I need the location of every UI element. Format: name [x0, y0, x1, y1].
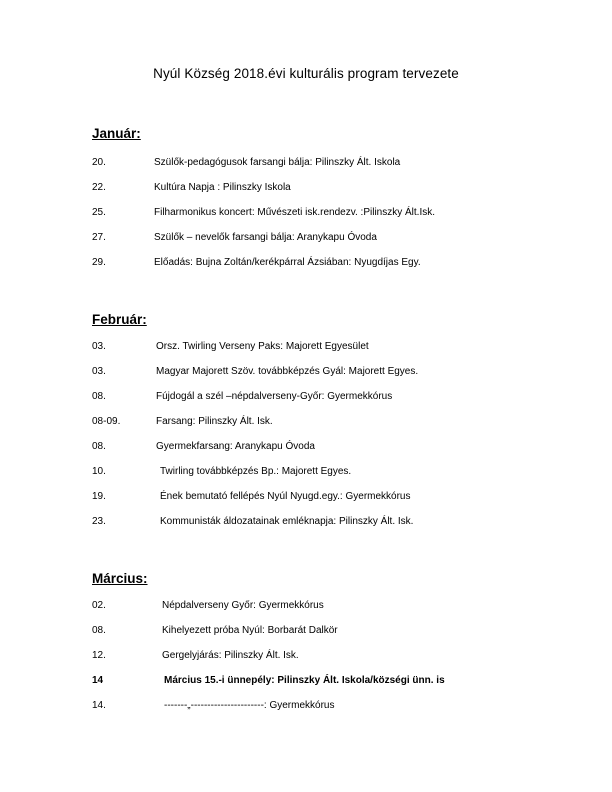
event-row: [92, 341, 552, 357]
event-row: [92, 441, 552, 457]
event-text: -------„----------------------: Gyermekkórus: [164, 700, 335, 711]
event-date: 08.: [92, 441, 106, 452]
event-row: [92, 157, 552, 173]
page-title: Nyúl Község 2018.évi kulturális program tervezete: [153, 66, 459, 81]
event-row: [92, 257, 552, 273]
event-text: Gergelyjárás: Pilinszky Ált. Isk.: [162, 650, 299, 661]
event-date: 08.: [92, 625, 106, 636]
event-date: 14: [92, 675, 104, 686]
event-text: Ének bemutató fellépés Nyúl Nyugd.egy.: Gyermekkórus: [160, 491, 411, 502]
event-text: Twirling továbbképzés Bp.: Majorett Egyes.: [160, 466, 352, 477]
event-date: 10.: [92, 466, 106, 477]
event-date: 27.: [92, 232, 106, 243]
event-row: [92, 232, 552, 248]
event-row: [92, 182, 552, 198]
event-date: 19.: [92, 491, 106, 502]
event-row: [92, 650, 552, 666]
event-text: Kultúra Napja : Pilinszky Iskola: [154, 182, 291, 193]
event-text: Gyermekfarsang: Aranykapu Óvoda: [156, 441, 315, 452]
event-row: [92, 416, 552, 432]
event-text: Szülők-pedagógusok farsangi bálja: Pilinszky Ált. Iskola: [154, 157, 401, 168]
event-date: 14.: [92, 700, 106, 711]
event-row: [92, 366, 552, 382]
event-row: [92, 466, 552, 482]
event-date: 08-09.: [92, 416, 121, 427]
event-date: 08.: [92, 391, 106, 402]
section-heading-march: Március:: [92, 571, 148, 586]
event-date: 02.: [92, 600, 106, 611]
section-heading-january: Január:: [92, 126, 141, 141]
event-date: 03.: [92, 341, 106, 352]
event-row: [92, 600, 552, 616]
event-text: Kommunisták áldozatainak emléknapja: Pilinszky Ált. Isk.: [160, 516, 414, 527]
event-text: Fújdogál a szél –népdalverseny-Győr: Gyermekkórus: [156, 391, 393, 402]
event-date: 20.: [92, 157, 106, 168]
event-date: 29.: [92, 257, 106, 268]
event-date: 03.: [92, 366, 106, 377]
event-text: Filharmonikus koncert: Művészeti isk.rendezv. :Pilinszky Ált.Isk.: [154, 207, 436, 218]
event-row: [92, 207, 552, 223]
event-text: Farsang: Pilinszky Ált. Isk.: [156, 416, 273, 427]
event-text: Magyar Majorett Szöv. továbbképzés Gyál: Majorett Egyes.: [156, 366, 419, 377]
event-date: 22.: [92, 182, 106, 193]
event-text: Szülők – nevelők farsangi bálja: Aranykapu Óvoda: [154, 232, 377, 243]
event-text: Előadás: Bujna Zoltán/kerékpárral Ázsiában: Nyugdíjas Egy.: [154, 257, 421, 268]
event-date: 23.: [92, 516, 106, 527]
section-heading-february: Február:: [92, 312, 147, 327]
event-row: [92, 700, 552, 716]
event-row: [92, 516, 552, 532]
event-text: Népdalverseny Győr: Gyermekkórus: [162, 600, 324, 611]
event-row: [92, 675, 552, 691]
event-row: [92, 625, 552, 641]
event-date: 25.: [92, 207, 106, 218]
event-row: [92, 391, 552, 407]
event-text: Kihelyezett próba Nyúl: Borbarát Dalkör: [162, 625, 338, 636]
event-text: Orsz. Twirling Verseny Paks: Majorett Egyesület: [156, 341, 369, 352]
event-text: Március 15.-i ünnepély: Pilinszky Ált. Iskola/községi ünn. is: [164, 675, 445, 686]
event-date: 12.: [92, 650, 106, 661]
event-row: [92, 491, 552, 507]
